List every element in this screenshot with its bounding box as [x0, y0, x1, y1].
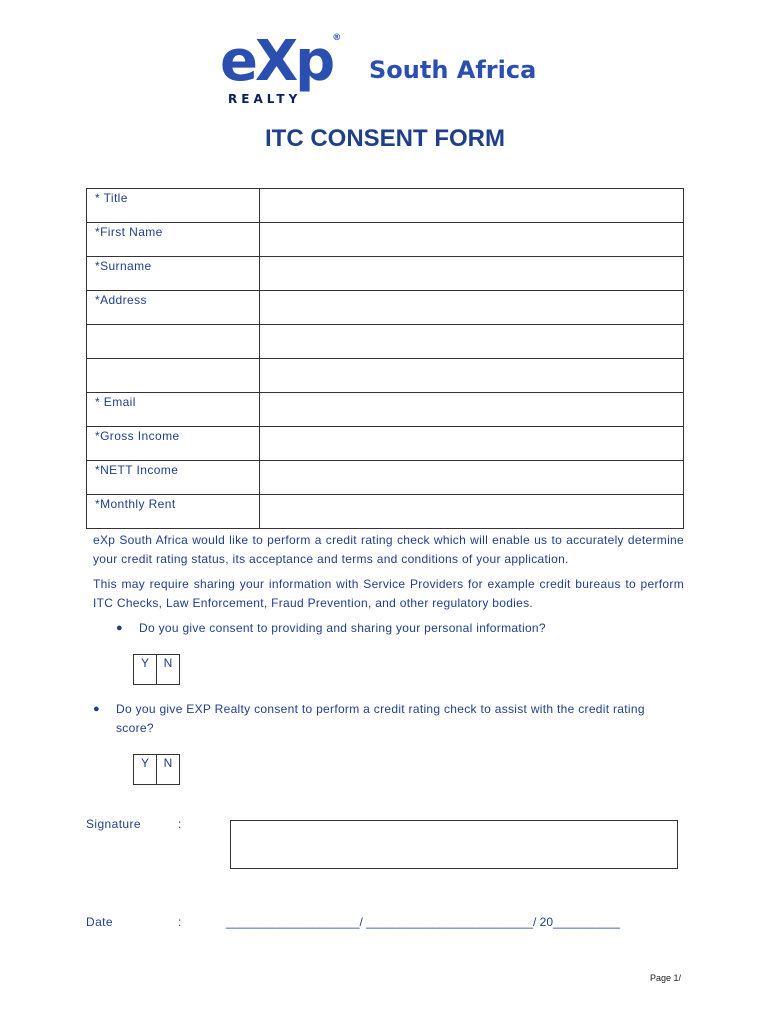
yes-option-2[interactable]: Y — [140, 756, 149, 770]
question-1-text: Do you give consent to providing and sharing your personal information? — [139, 621, 546, 635]
consent-paragraph-2: This may require sharing your information with Service Providers for example credit bureaus to perform ITC Checks, Law Enforcement, Fraud Prevention, and other regulatory bodies. — [93, 577, 684, 610]
table-row — [87, 461, 684, 495]
field-label: * Title — [87, 189, 260, 223]
field-input[interactable] — [260, 189, 684, 223]
date-label: Date — [86, 915, 113, 929]
table-row — [87, 325, 684, 359]
date-colon: : — [178, 915, 182, 929]
question-2 — [93, 700, 676, 737]
table-row — [87, 495, 684, 529]
field-label — [87, 359, 260, 393]
yes-no-box-2 — [133, 754, 180, 785]
field-input[interactable] — [260, 359, 684, 393]
personal-details-table — [86, 188, 684, 529]
field-input[interactable] — [260, 393, 684, 427]
table-row — [87, 359, 684, 393]
company-logo — [220, 29, 560, 110]
field-input[interactable] — [260, 291, 684, 325]
field-label: *Monthly Rent — [87, 495, 260, 529]
signature-box[interactable] — [230, 820, 678, 869]
table-row — [87, 257, 684, 291]
logo-sub: REALTY — [228, 92, 302, 106]
field-input[interactable] — [260, 495, 684, 529]
consent-paragraph-1: eXp South Africa would like to perform a credit rating check which will enable us to accurately determine your credit rating status, its acceptance and terms and conditions of your application. — [93, 533, 684, 566]
page-number: Page 1/ — [650, 973, 682, 983]
signature-colon: : — [178, 817, 182, 831]
field-label: *Surname — [87, 257, 260, 291]
bullet-icon: ● — [93, 703, 100, 715]
question-2-text: Do you give EXP Realty consent to perform a credit rating check to assist with the credit rating score? — [116, 702, 645, 735]
yes-no-box-1 — [133, 654, 180, 685]
field-input[interactable] — [260, 257, 684, 291]
yes-option-1[interactable]: Y — [140, 656, 149, 670]
field-label: * Email — [87, 393, 260, 427]
question-1 — [116, 619, 699, 638]
date-field[interactable]: ____________________/ _________________________/ 20__________ — [226, 915, 620, 929]
field-input[interactable] — [260, 325, 684, 359]
no-option-1[interactable]: N — [156, 655, 179, 684]
bullet-icon: ● — [116, 622, 123, 634]
field-input[interactable] — [260, 223, 684, 257]
field-label: *Gross Income — [87, 427, 260, 461]
field-label: *Address — [87, 291, 260, 325]
table-row — [87, 427, 684, 461]
table-row — [87, 189, 684, 223]
form-title: ITC CONSENT FORM — [265, 125, 505, 152]
field-input[interactable] — [260, 461, 684, 495]
field-label — [87, 325, 260, 359]
field-input[interactable] — [260, 427, 684, 461]
field-label: *First Name — [87, 223, 260, 257]
table-row — [87, 393, 684, 427]
logo-brand: eXp® — [220, 29, 342, 94]
table-row — [87, 291, 684, 325]
logo-region: South Africa — [369, 56, 537, 84]
signature-label: Signature — [86, 817, 141, 831]
table-row — [87, 223, 684, 257]
field-label: *NETT Income — [87, 461, 260, 495]
no-option-2[interactable]: N — [156, 755, 179, 784]
